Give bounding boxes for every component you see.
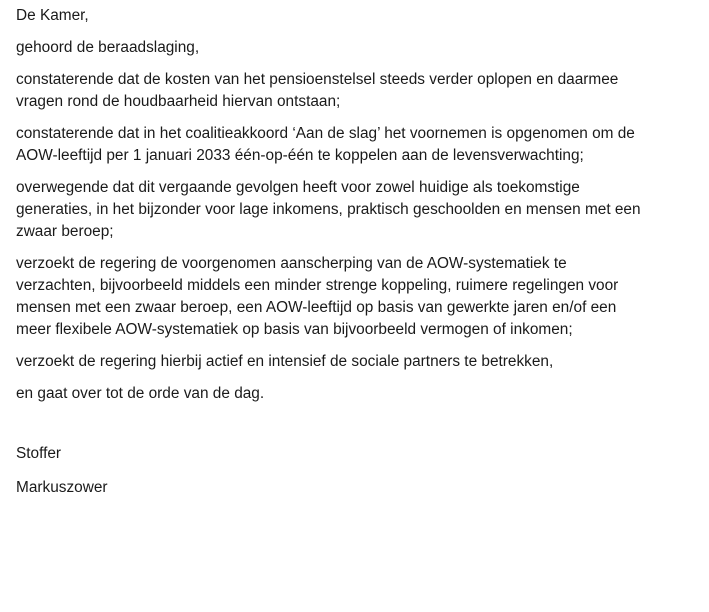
clause-4 [16,253,701,341]
clause-line: constaterende dat in het coalitieakkoord ‘Aan de slag’ het voornemen is opgenomen om de [16,125,635,142]
closing-line: en gaat over tot de orde van de dag. [16,385,265,402]
clause-line: verzoekt de regering hierbij actief en intensief de sociale partners te betrekken, [16,353,554,370]
clause-1 [16,69,701,113]
clause-line: verzachten, bijvoorbeeld middels een minder strenge koppeling, ruimere regelingen voor [16,277,619,294]
opening-line: De Kamer, [16,7,89,24]
clause-3 [16,177,701,243]
clauses-container [16,69,701,373]
signatory-name: Markuszower [16,479,108,496]
signatories [16,443,701,499]
clause-line: mensen met een zwaar beroep, een AOW-leeftijd op basis van gewerkte jaren en/of een [16,299,617,316]
clause-line: constaterende dat de kosten van het pensioenstelsel steeds verder oplopen en daarmee [16,71,619,88]
clause-line: generaties, in het bijzonder voor lage inkomens, praktisch geschoolden en mensen met een [16,201,641,218]
clause-line: AOW-leeftijd per 1 januari 2033 één-op-één te koppelen aan de levensverwachting; [16,147,584,164]
clause-line: zwaar beroep; [16,223,114,240]
motion-document [16,5,701,511]
clause-5 [16,351,701,373]
clause-line: overwegende dat dit vergaande gevolgen heeft voor zowel huidige als toekomstige [16,179,580,196]
deliberation-line: gehoord de beraadslaging, [16,39,200,56]
clause-line: meer flexibele AOW-systematiek op basis van bijvoorbeeld vermogen of inkomen; [16,321,573,338]
signatory-name: Stoffer [16,445,62,462]
clause-line: verzoekt de regering de voorgenomen aanscherping van de AOW-systematiek te [16,255,567,272]
clause-2 [16,123,701,167]
clause-line: vragen rond de houdbaarheid hiervan ontstaan; [16,93,341,110]
